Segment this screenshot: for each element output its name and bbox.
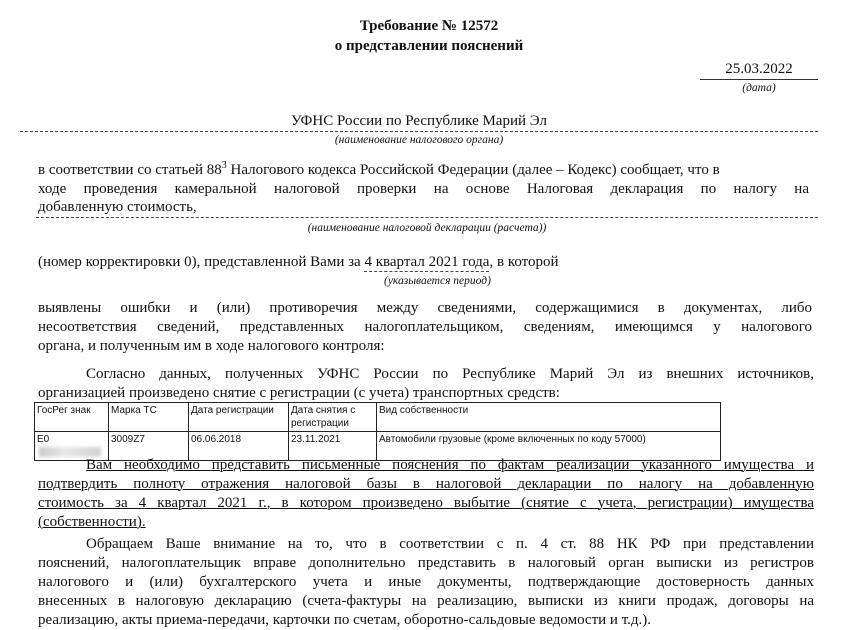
according-line-2: организацией произведено снятие с регистрации (с учета) транспортных средств:: [38, 385, 560, 401]
errors-line-3: органа, и полученным им в ходе налогового контроля:: [38, 338, 385, 354]
period-line: (номер корректировки 0), представленной Вами за 4 квартал 2021 года, в которой: [38, 254, 559, 270]
demand-line-1: Вам необходимо представить письменные пояснения по фактам реализации указанного имущества и: [86, 457, 814, 473]
demand-line-2: подтвердить полноту отражения налоговой базы в налоговой декларации по налогу на добавленную: [38, 476, 814, 492]
attention-line-1: Обращаем Ваше внимание на то, что в соответствии с п. 4 ст. 88 НК РФ при представлении: [86, 536, 814, 552]
document-subtitle: о представлении пояснений: [334, 38, 524, 54]
cell-reg-date: 06.06.2018: [189, 432, 289, 461]
errors-line-2: несоответствия сведений, представленных налогоплательщиком, сведениям, имеющимся у налогового: [38, 319, 812, 335]
attention-line-4: внесенных в налоговую декларацию (счета-фактуры на реализацию, выписки из книги продаж, договоры на: [38, 593, 814, 609]
intro-line-2: ходе проведения камеральной налоговой проверки на основе Налоговая декларация по налогу на: [38, 181, 809, 197]
tax-authority-name: УФНС России по Республике Марий Эл: [20, 112, 818, 132]
declaration-caption: (наименование налоговой декларации (расчета)): [307, 222, 547, 234]
intro-line-3: добавленную стоимость,: [38, 199, 197, 215]
header-ownership: Вид собственности: [377, 403, 721, 432]
document-title: Требование № 12572: [359, 18, 499, 34]
according-line-1: Согласно данных, полученных УФНС России по Республике Марий Эл из внешних источников,: [86, 366, 814, 382]
vehicles-table: [34, 402, 721, 461]
period-caption: (указывается период): [384, 275, 491, 287]
table-header-row: [35, 403, 721, 432]
date-caption: (дата): [742, 82, 776, 94]
errors-line-1: выявлены ошибки и (или) противоречия между сведениями, содержащимися в документах, либо: [38, 300, 812, 316]
demand-line-4: (собственности).: [38, 514, 146, 530]
intro-line-1: в соответствии со статьей $88^3$ Налогового кодекса Российской Федерации (далее – Кодекс) сообщает, что в: [38, 160, 720, 178]
tax-authority-caption: (наименование налогового органа): [334, 134, 504, 146]
demand-line-3: стоимость за 4 квартал 2021 г., в котором произведено выбытие (снятие с учета, регистрации) имущества: [38, 495, 814, 511]
attention-line-3: налогового и (или) бухгалтерского учета и иные документы, подтверждающие достоверность данных: [38, 574, 814, 590]
cell-brand: 3009Z7: [109, 432, 189, 461]
reporting-period: 4 квартал 2021 года: [364, 254, 490, 270]
attention-line-5: реализацию, акты приема-передачи, карточки по счетам, оборотно-сальдовые ведомости и т.д.).: [38, 612, 652, 628]
cell-dereg-date: 23.11.2021: [289, 432, 377, 461]
document-date: 25.03.2022: [700, 60, 818, 80]
cell-reg-sign: Е0: [35, 432, 109, 461]
attention-line-2: пояснений, налогоплательщик вправе дополнительно представить в налоговый орган выписки из регистров: [38, 555, 814, 571]
header-reg-sign: ГосРег знак: [35, 403, 109, 432]
declaration-name-field: [36, 198, 818, 218]
header-reg-date: Дата регистрации: [189, 403, 289, 432]
header-brand: Марка ТС: [109, 403, 189, 432]
cell-ownership: Автомобили грузовые (кроме включенных по коду 57000): [377, 432, 721, 461]
header-dereg-date: Дата снятия с регистрации: [289, 403, 377, 432]
